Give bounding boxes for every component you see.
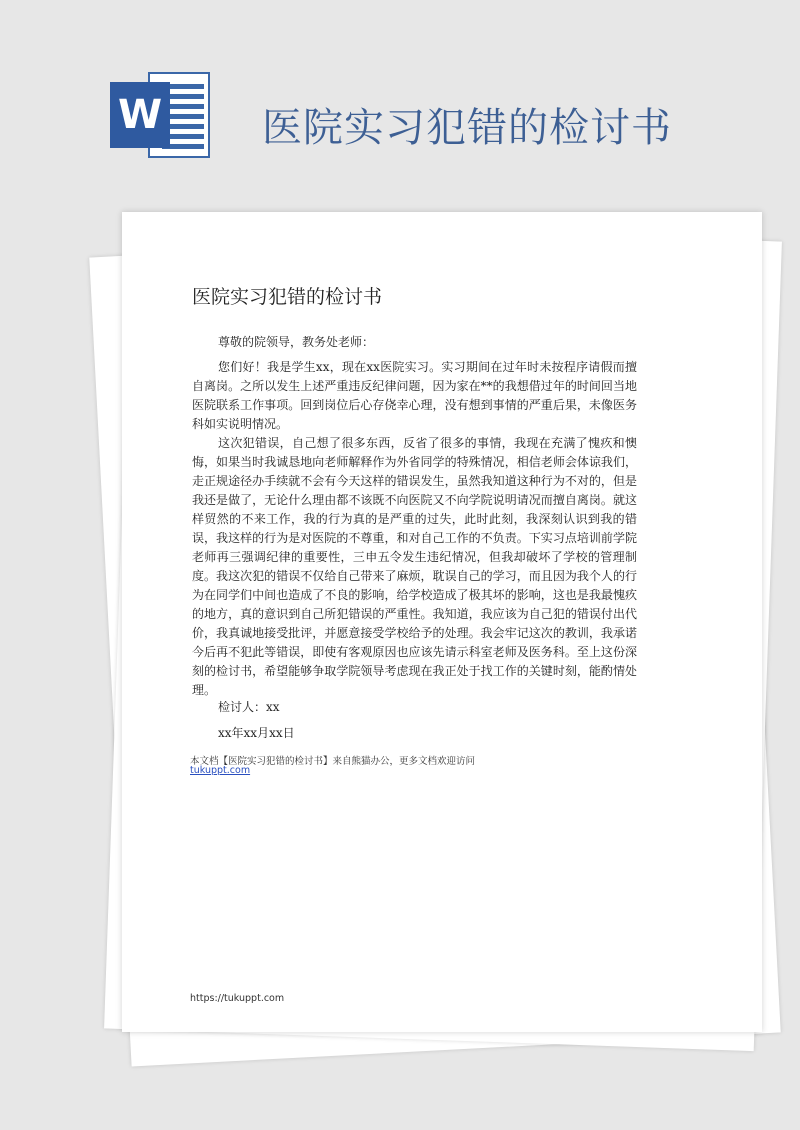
sign-date: xx年xx月xx日 [218,726,295,740]
signer: 检讨人：xx [218,700,280,714]
header-title: 医院实习犯错的检讨书 [262,105,672,151]
document-title: 医院实习犯错的检讨书 [192,286,383,308]
paragraph-2: 这次犯错误，自己想了很多东西，反省了很多的事情，我现在充满了愧疚和懊悔，如果当时我诚恳地向老师解释作为外省同学的特殊情况，相信老师会体谅我们，走正规途径办手续就不会有今天这样的错误发生，虽然我知道这种行为不对的，但是我还是做了，无论什么理由都不该既不向医院又不向学院说明请况而擅自离岗。就这样贸然的不来工作，我的行为真的是严重的过失，此时此刻，我深刻认识到我的错误，我这样的行为是对医院的不尊重，和对自己工作的不负责。下实习点培训前学院老师再三强调纪律的重要性，三申五令发生违纪情况，但我却破坏了学校的管理制度。我这次犯的错误不仅给自己带来了麻烦，耽误自己的学习，而且因为我个人的行为在同学们中间也造成了不良的影响，给学校造成了极其坏的影响，这也是我最愧疚的地方，真的意识到自己所犯错误的严重性。我知道，我应该为自己犯的错误付出代价，我真诚地接受批评，并愿意接受学校给予的处理。我会牢记这次的教训，我承诺今后再不犯此等错误，即使有客观原因也应该先请示科室老师及医务科。至上这份深刻的检讨书，希望能够争取学院领导考虑现在我正处于找工作的关键时刻，能酌情处理。 [192,436,637,697]
salutation: 尊敬的院领导，教务处老师： [218,335,375,349]
bottom-url[interactable]: https://tukuppt.com [190,993,285,1004]
source-footnote: 本文档【医院实习犯错的检讨书】来自熊猫办公，更多文档欢迎访问 [190,756,476,767]
header [0,0,800,200]
word-logo-icon [110,72,210,158]
document-page [122,212,762,1032]
paragraph-1: 您们好！我是学生xx，现在xx医院实习。实习期间在过年时未按程序请假而擅自离岗。之所以发生上述严重违反纪律问题，因为家在**的我想借过年的时间回当地医院联系工作事项。回到岗位后心存侥幸心理，没有想到事情的严重后果，未像医务科如实说明情况。 [192,360,637,431]
source-link[interactable]: tukuppt.com [190,765,251,776]
word-letter: W [110,82,170,148]
